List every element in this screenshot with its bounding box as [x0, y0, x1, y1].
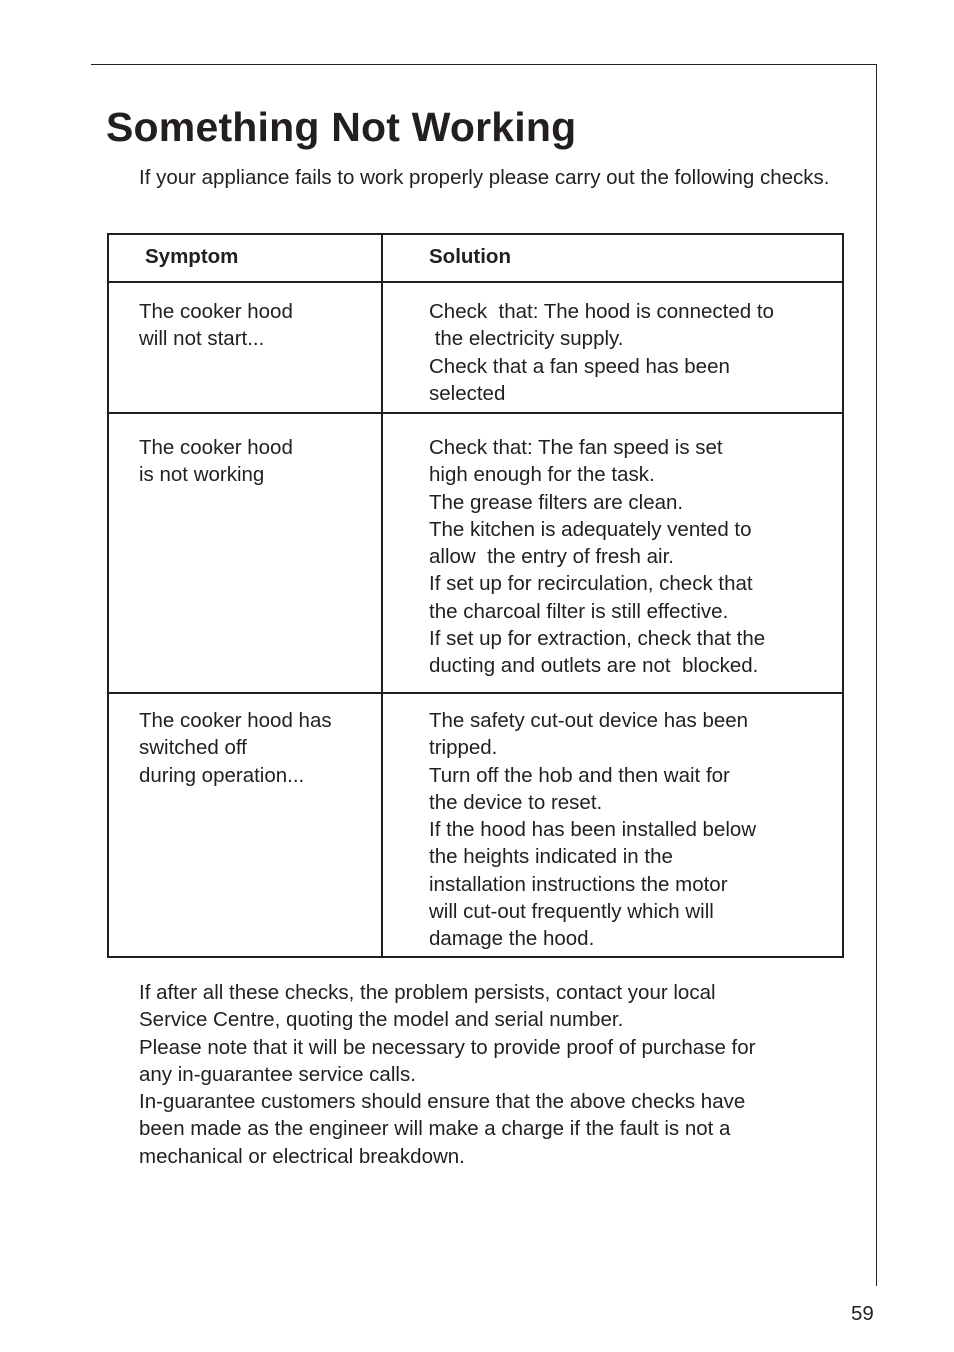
- solution-line: the electricity supply.: [429, 327, 624, 351]
- table-row-solution: [429, 434, 765, 680]
- footer-line: In-guarantee customers should ensure that the above checks have: [139, 1090, 746, 1114]
- table-row-symptom: [139, 434, 293, 489]
- table-border-bottom: [107, 956, 844, 958]
- solution-line: Check that: The hood is connected to: [429, 300, 774, 323]
- solution-line: Check that: The fan speed is set: [429, 436, 723, 459]
- symptom-line: The cooker hood has: [139, 709, 332, 732]
- solution-line: installation instructions the motor: [429, 872, 728, 896]
- table-row-solution: [429, 298, 774, 407]
- table-border-top: [107, 233, 844, 235]
- solution-line: The grease filters are clean.: [429, 490, 684, 514]
- solution-line: allow the entry of fresh air.: [429, 545, 674, 569]
- table-border-left: [107, 233, 109, 958]
- solution-line: damage the hood.: [429, 927, 595, 951]
- solution-line: the charcoal filter is still effective.: [429, 599, 729, 623]
- solution-line: high enough for the task.: [429, 463, 655, 487]
- table-column-divider: [381, 233, 383, 958]
- footer-line: any in-guarantee service calls.: [139, 1062, 416, 1086]
- solution-line: selected: [429, 381, 506, 405]
- solution-line: The kitchen is adequately vented to: [429, 517, 752, 541]
- symptom-line: The cooker hood: [139, 300, 293, 323]
- symptom-column-header: Symptom: [145, 245, 239, 268]
- footer-line: Please note that it will be necessary to provide proof of purchase for: [139, 1035, 756, 1059]
- solution-column-header: Solution: [429, 245, 511, 268]
- footer-paragraph: [139, 979, 839, 1170]
- symptom-line: during operation...: [139, 763, 305, 787]
- footer-line: mechanical or electrical breakdown.: [139, 1144, 465, 1168]
- footer-line: Service Centre, quoting the model and serial number.: [139, 1008, 624, 1032]
- symptom-line: The cooker hood: [139, 436, 293, 459]
- page-frame-top-rule: [91, 64, 877, 65]
- page-title: Something Not Working: [106, 104, 577, 150]
- solution-line: If set up for recirculation, check that: [429, 572, 753, 596]
- solution-line: ducting and outlets are not blocked.: [429, 654, 759, 678]
- footer-line: been made as the engineer will make a charge if the fault is not a: [139, 1117, 731, 1141]
- solution-line: The safety cut-out device has been: [429, 709, 749, 732]
- solution-line: Turn off the hob and then wait for: [429, 763, 730, 787]
- solution-line: If set up for extraction, check that the: [429, 627, 766, 651]
- table-row-solution: [429, 707, 756, 953]
- footer-line: If after all these checks, the problem persists, contact your local: [139, 981, 716, 1004]
- solution-line: will cut-out frequently which will: [429, 900, 714, 924]
- table-row-symptom: [139, 298, 293, 353]
- symptom-line: will not start...: [139, 327, 265, 351]
- table-row-divider: [107, 412, 844, 414]
- symptom-line: switched off: [139, 736, 247, 760]
- table-border-right: [842, 233, 844, 958]
- page-number: 59: [851, 1302, 874, 1325]
- page-frame-right-rule: [876, 64, 877, 1286]
- solution-line: tripped.: [429, 736, 498, 760]
- solution-line: Check that a fan speed has been: [429, 354, 730, 378]
- table-row-divider: [107, 692, 844, 694]
- intro-paragraph: If your appliance fails to work properly please carry out the following checks.: [139, 166, 830, 189]
- solution-line: the device to reset.: [429, 790, 603, 814]
- solution-line: the heights indicated in the: [429, 845, 673, 869]
- table-header-divider: [107, 281, 844, 283]
- solution-line: If the hood has been installed below: [429, 818, 757, 842]
- symptom-line: is not working: [139, 463, 265, 487]
- table-row-symptom: [139, 707, 332, 789]
